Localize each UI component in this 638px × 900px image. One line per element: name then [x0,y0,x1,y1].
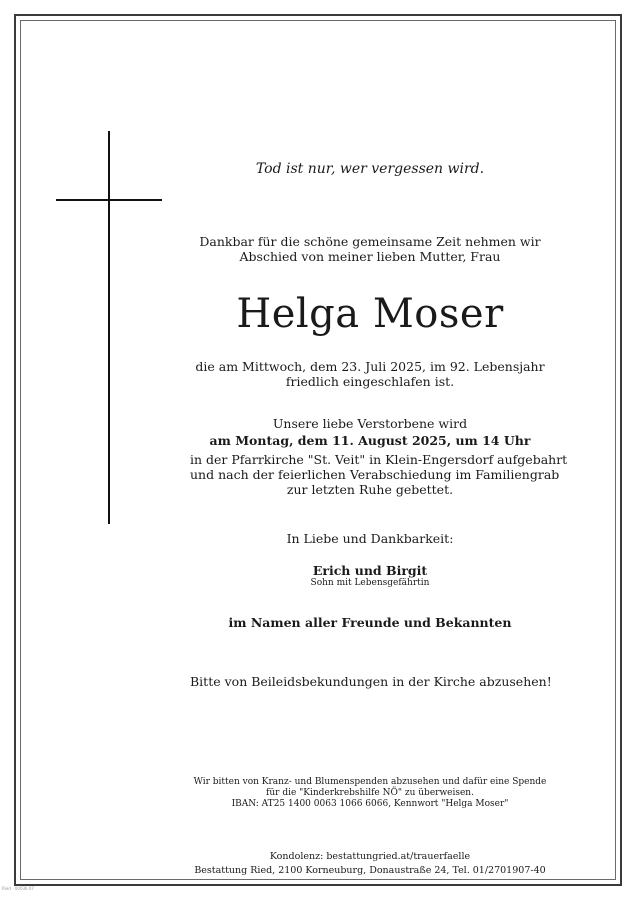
donation-line-1: Wir bitten von Kranz- und Blumenspenden abzusehen und dafür eine Spende [193,777,547,787]
intro-line-1: Dankbar für die schöne gemeinsame Zeit nehmen wir [199,234,541,249]
cross-vertical-bar [108,131,110,524]
intro-line-2: Abschied von meiner lieben Mutter, Frau [239,249,501,264]
death-info-line-2: friedlich eingeschlafen ist. [285,374,455,389]
funeral-details-line-2: und nach der feierlichen Verabschiedung im Familiengrab [190,467,560,482]
motto: Tod ist nur, wer vergessen wird. [255,161,485,177]
footer-kondolenz: Kondolenz: bestattungried.at/trauerfaelle [269,851,471,862]
death-info-line-1: die am Mittwoch, dem 23. Juli 2025, im 92. Lebensjahr [195,359,545,374]
mourner-relation: Sohn mit Lebensgefährtin [310,578,430,588]
cross-horizontal-bar [56,199,162,201]
condolence-request: Bitte von Beileidsbekundungen in der Kirche abzusehen! [190,674,552,689]
print-mark: Ried - 00036 07 [2,886,34,891]
on-behalf: im Namen aller Freunde und Bekannten [228,615,512,630]
deceased-name: Helga Moser [236,291,504,337]
mourner-names: Erich und Birgit [312,563,428,578]
closing-phrase: In Liebe und Dankbarkeit: [286,531,454,546]
funeral-details-line-3: zur letzten Ruhe gebettet. [286,482,454,497]
funeral-intro: Unsere liebe Verstorbene wird [272,416,468,431]
funeral-details-line-1: in der Pfarrkirche "St. Veit" in Klein-Engersdorf aufgebahrt [190,452,568,467]
donation-line-2: für die "Kinderkrebshilfe NÖ" zu überweisen. [266,788,474,798]
donation-line-3: IBAN: AT25 1400 0063 1066 6066, Kennwort "Helga Moser" [231,799,509,809]
funeral-date: am Montag, dem 11. August 2025, um 14 Uhr [209,433,531,448]
footer-undertaker: Bestattung Ried, 2100 Korneuburg, Donaustraße 24, Tel. 01/2701907-40 [194,865,546,876]
